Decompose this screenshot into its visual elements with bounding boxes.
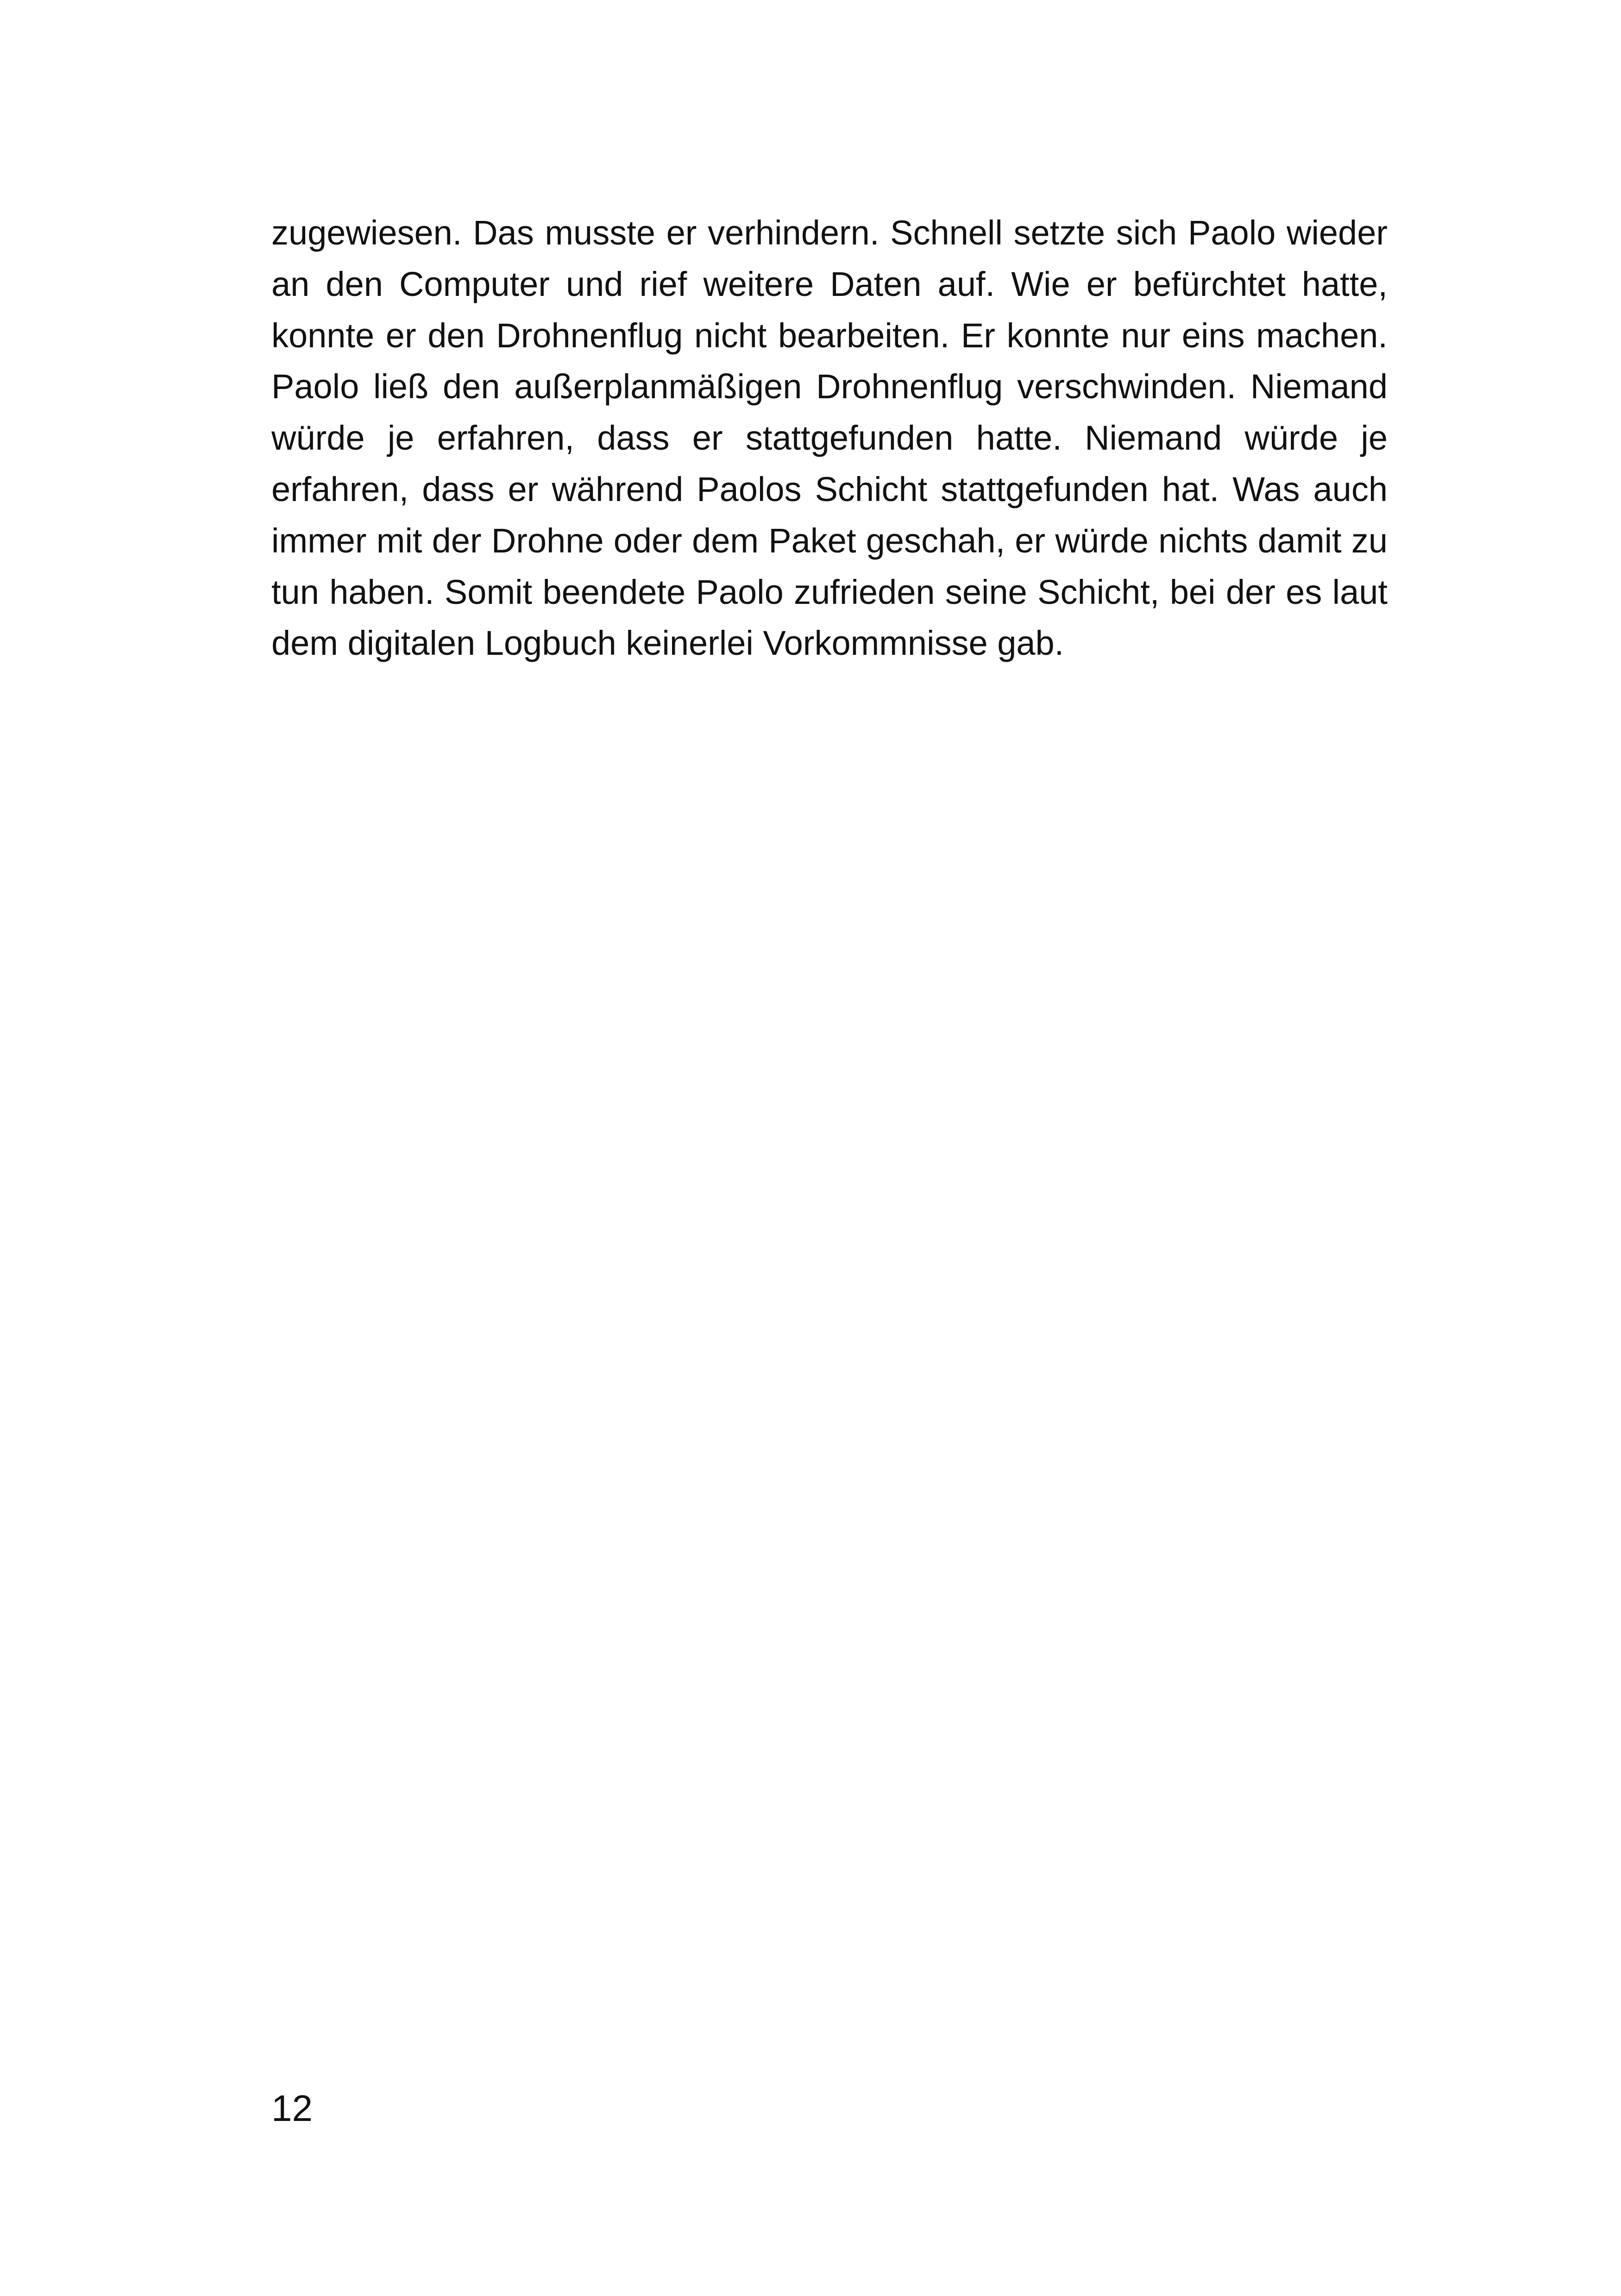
page-number: 12	[271, 2088, 313, 2129]
body-paragraph: zugewiesen. Das musste er verhindern. Schnell setzte sich Paolo wieder an den Computer und rief weitere Daten auf. Wie er befürchtet hatte, konnte er den Drohnenflug nicht bearbeiten. Er konnte nur eins machen. Paolo ließ den außerplanmäßigen Drohnenflug verschwinden. Niemand würde je erfahren, dass er stattgefunden hatte. Niemand würde je erfahren, dass er während Paolos Schicht stattgefunden hat. Was auch immer mit der Drohne oder dem Paket geschah, er würde nichts damit zu tun haben. Somit beendete Paolo zufrieden seine Schicht, bei der es laut dem digitalen Logbuch keinerlei Vorkommnisse gab.	[271, 213, 1388, 663]
